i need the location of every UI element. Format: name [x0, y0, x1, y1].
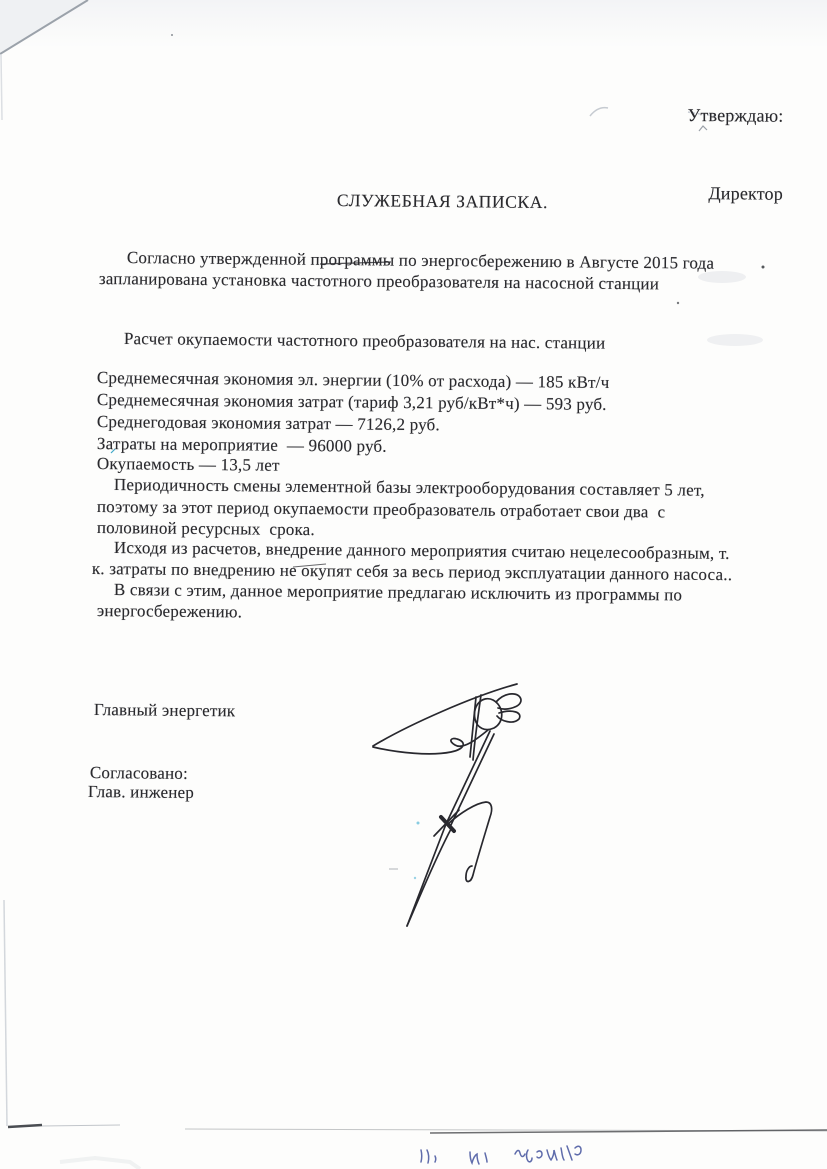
approval-label: Утверждаю:: [687, 105, 784, 126]
intro-line: Согласно утвержденной программы по энергосбережению в Августе 2015 года: [126, 247, 715, 273]
author-role: Главный энергетик: [93, 699, 236, 721]
signature-scribble: [353, 673, 538, 939]
body-line: половиной ресурсных срока.: [96, 517, 316, 540]
calc-line: Среднемесячная экономия затрат (тариф 3,21 руб/кВт*ч) — 593 руб.: [96, 389, 607, 414]
body-line: поэтому за этот период окупаемости преобразователь отработает свои два с: [96, 496, 666, 522]
body-line: В связи с этим, данное мероприятие предлагаю исключить из программы по: [113, 579, 683, 605]
calc-heading: Расчет окупаемости частотного преобразователя на нас. станции: [123, 328, 606, 353]
agreed-label: Согласовано:: [89, 762, 189, 783]
ink-speck: [417, 822, 420, 825]
intro-line: запланирована установка частотного преобразователя на насосной станции: [98, 268, 660, 294]
calc-line: Затраты на мероприятие — 96000 руб.: [96, 433, 387, 456]
body-line: к. затраты по внедрению не окупят себя за весь период эксплуатации данного насоса..: [91, 558, 733, 585]
calc-line: Среднегодовая экономия затрат — 7126,2 руб.: [96, 411, 440, 435]
body-line: Исходя из расчетов, внедрение данного мероприятия считаю нецелесообразным, т.: [113, 537, 730, 563]
body-line: Периодичность смены элементной базы электрооборудования составляет 5 лет,: [113, 474, 705, 500]
handwritten-note: [415, 1140, 615, 1169]
document-title: СЛУЖЕБНАЯ ЗАПИСКА.: [336, 190, 549, 213]
approval-block: [683, 50, 784, 259]
approval-role: Директор: [708, 183, 784, 204]
page-corner-shadow: [0, 0, 88, 54]
ink-speck: [414, 877, 416, 879]
agreed-role: Глав. инженер: [87, 781, 195, 803]
calc-line: Среднемесячная экономия эл. энергии (10% от расхода) — 185 кВт/ч: [96, 367, 610, 392]
body-line: энергосбережению.: [96, 600, 243, 622]
calc-line: Окупаемость — 13,5 лет: [96, 453, 280, 475]
